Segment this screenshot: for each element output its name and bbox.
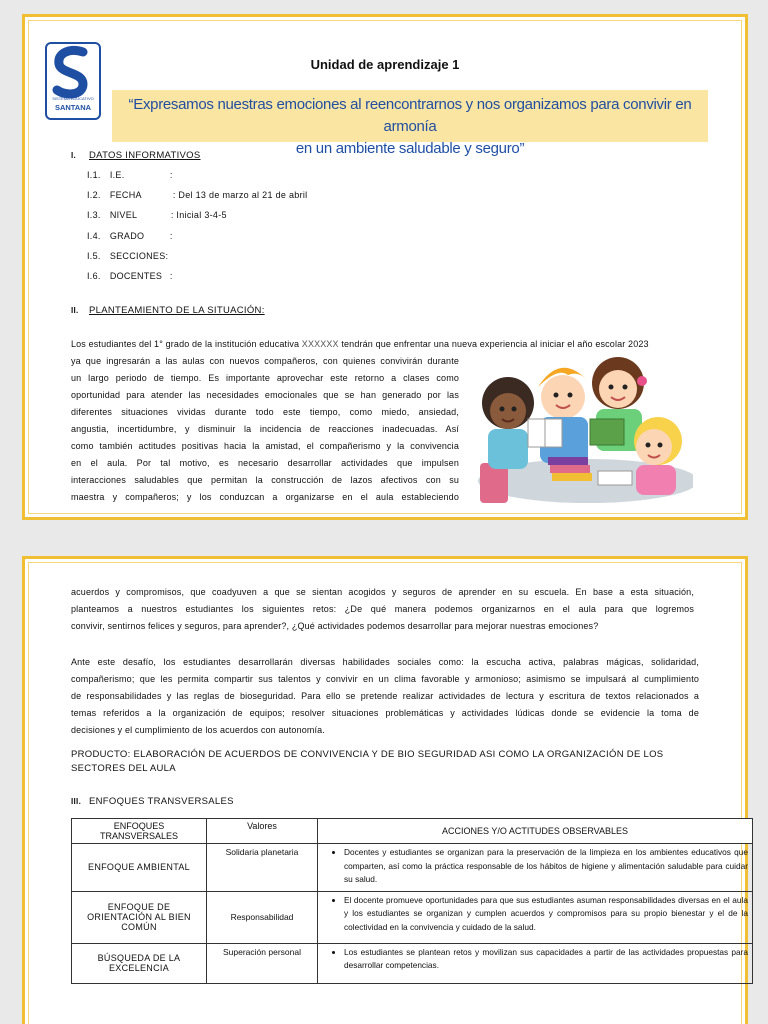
section-heading-enfoques	[71, 796, 234, 807]
info-row-secciones	[87, 251, 168, 261]
info-row-docentes	[87, 271, 173, 281]
info-key: GRADO	[109, 231, 145, 241]
info-row-ie	[87, 170, 173, 180]
info-code: I.4.	[87, 231, 101, 241]
paragraph-line: planteamos a nuestros estudiantes los siguientes retos: ¿De qué manera podemos organizarnos en el aula para que logremos	[71, 604, 694, 614]
accion-cell	[318, 943, 753, 983]
info-key: FECHA	[109, 190, 142, 200]
paragraph-line: diferentes situaciones vividas durante todo este tiempo, como miedo, ansiedad,	[71, 407, 459, 417]
info-value: :	[169, 170, 173, 180]
enfoque-cell: ENFOQUE AMBIENTAL	[72, 844, 207, 892]
accion-cell	[318, 891, 753, 943]
paragraph-line: oportunidad para atender las necesidades emocionales que se han generado por las	[71, 390, 459, 400]
enfoques-table	[71, 818, 753, 984]
valor-cell: Solidaria planetaria	[207, 844, 318, 892]
section-label: PLANTEAMIENTO DE LA SITUACIÓN:	[89, 305, 265, 316]
santana-s-logo-icon	[47, 44, 99, 118]
table-header-row	[72, 819, 753, 844]
paragraph-line: compañerismo; que les permita compartir sus talentos y convivir en un clima favorable y armonioso; asimismo se impulsará al cumplimiento	[71, 674, 699, 684]
enfoque-cell: ENFOQUE DE ORIENTACIÓN AL BIEN COMÚN	[72, 891, 207, 943]
bullet-item: • El docente promueve oportunidades para que sus estudiantes asuman responsabilidades diversas en el aula y los estudiantes se organizan y cumplen acuerdos y compromisos para su propio bienestar y el de la colectividad en la convivencia y cuidado de la salud.	[344, 894, 750, 935]
logo-subtext: SISTEMA EDUCATIVO	[52, 96, 94, 101]
paragraph-line: temas referidos a la organización de equipos; resolver situaciones problemáticas y actividades lúdicas donde se evidencie la toma de	[71, 708, 699, 718]
section-heading-planteamiento	[71, 305, 265, 316]
enfoque-cell: BÚSQUEDA DE LA EXCELENCIA	[72, 943, 207, 983]
institution-placeholder: XXXXXX	[301, 339, 339, 349]
info-row-nivel	[87, 210, 227, 220]
paragraph-line: convivir, sentirnos felices y seguros, para aprender?, ¿Qué actividades podemos desarrollar para mejorar nuestras emociones?	[71, 621, 599, 631]
paragraph-line: un largo periodo de tiempo. Es importante aprovechar este retorno a clases como	[71, 373, 459, 383]
situation-paragraph-3	[71, 654, 699, 739]
children-reading-illustration	[468, 353, 693, 505]
table-header: Valores	[207, 819, 318, 844]
info-key: SECCIONES	[109, 251, 166, 261]
situation-paragraph-1	[71, 353, 459, 506]
santana-logo	[45, 42, 101, 120]
banner-line-1: “Expresamos nuestras emociones al reencontrarnos y nos organizamos para convivir en armonía	[128, 96, 692, 135]
info-value: : Inicial 3-4-5	[170, 210, 227, 220]
valor-cell: Responsabilidad	[207, 891, 318, 943]
info-row-grado	[87, 231, 173, 241]
section-label: DATOS INFORMATIVOS	[89, 150, 201, 161]
info-code: I.3.	[87, 210, 101, 220]
info-code: I.2.	[87, 190, 101, 200]
info-code: I.5.	[87, 251, 101, 261]
logo-text: SANTANA	[54, 103, 92, 112]
table-header: ACCIONES Y/O ACTITUDES OBSERVABLES	[318, 819, 753, 844]
info-value: :	[169, 231, 173, 241]
paragraph-line: ya que ingresarán a las aulas con nuevos compañeros, con quienes convivirán durante	[71, 356, 459, 366]
paragraph-line: como también actitudes positivas hacia la amistad, el compañerismo y la convivencia	[71, 441, 459, 451]
paragraph-line: de responsabilidades y las reglas de bioseguridad. Para ello se pretende realizar actividades de lectura y escritura de textos relacionados a	[71, 691, 699, 701]
paragraph-line: decisiones y el cumplimiento de los acuerdos con autonomía.	[71, 725, 325, 735]
paragraph-line: en el aula. Por tal motivo, es necesario desarrollar actividades que impulsen	[71, 458, 459, 468]
section-heading-datos	[71, 150, 201, 161]
paragraph-line: acuerdos y compromisos, que coadyuven a que se sientan acogidos y seguros de aprender en su escuela. En base a esta situación,	[71, 587, 694, 597]
text-span: Los estudiantes del 1° grado de la institución educativa	[71, 339, 302, 349]
info-row-fecha	[87, 190, 307, 200]
bullet-item: • Los estudiantes se plantean retos y movilizan sus capacidades a partir de las actividades propuestas para desarrollar competencias.	[344, 946, 750, 973]
info-code: I.6.	[87, 271, 101, 281]
bullet-item: • Docentes y estudiantes se organizan para la preservación de la limpieza en los ambientes educativos que comparten, así como la práctica responsable de los hábitos de higiene y alimentación saludable para cuidar su salud.	[344, 846, 750, 887]
paragraph-line: angustia, incertidumbre, y disminuir la incidencia de reacciones inadecuadas. Así	[71, 424, 459, 434]
paragraph-line: interacciones saludables que permitan la construcción de lazos afectivos con su	[71, 475, 459, 485]
product-statement: PRODUCTO: ELABORACIÓN DE ACUERDOS DE CONVIVENCIA Y DE BIO SEGURIDAD ASI COMO LA ORGANIZACIÓN DE LOS SECTORES DEL AULA	[71, 749, 664, 774]
section-number: II.	[71, 306, 79, 315]
info-key: NIVEL	[109, 210, 138, 220]
section-label: ENFOQUES TRANSVERSALES	[89, 796, 234, 807]
info-code: I.1.	[87, 170, 101, 180]
info-value: :	[169, 271, 173, 281]
info-value: : Del 13 de marzo al 21 de abril	[172, 190, 308, 200]
section-number: III.	[71, 797, 82, 806]
info-key: DOCENTES	[109, 271, 163, 281]
banner-line-2: en un ambiente saludable y seguro”	[295, 140, 525, 157]
accion-cell	[318, 844, 753, 892]
document-title: Unidad de aprendizaje 1	[310, 57, 460, 72]
section-number: I.	[71, 151, 77, 160]
situation-paragraph-2	[71, 584, 694, 635]
table-row	[72, 891, 753, 943]
valor-cell: Superación personal	[207, 943, 318, 983]
table-row	[72, 844, 753, 892]
table-row	[72, 943, 753, 983]
paragraph-line: Ante este desafío, los estudiantes desarrollarán diversas habilidades sociales como: la escucha activa, palabras mágicas, solidaridad,	[71, 657, 699, 667]
info-value: :	[165, 251, 169, 261]
info-key: I.E.	[109, 170, 125, 180]
table-header: ENFOQUES TRANSVERSALES	[72, 819, 207, 844]
paragraph-line: maestra y compañeros; y los conduzcan a organizarse en el aula estableciendo	[71, 492, 459, 502]
situation-first-line	[71, 336, 694, 353]
text-span: tendrán que enfrentar una nueva experiencia al iniciar el año escolar 2023	[338, 339, 649, 349]
